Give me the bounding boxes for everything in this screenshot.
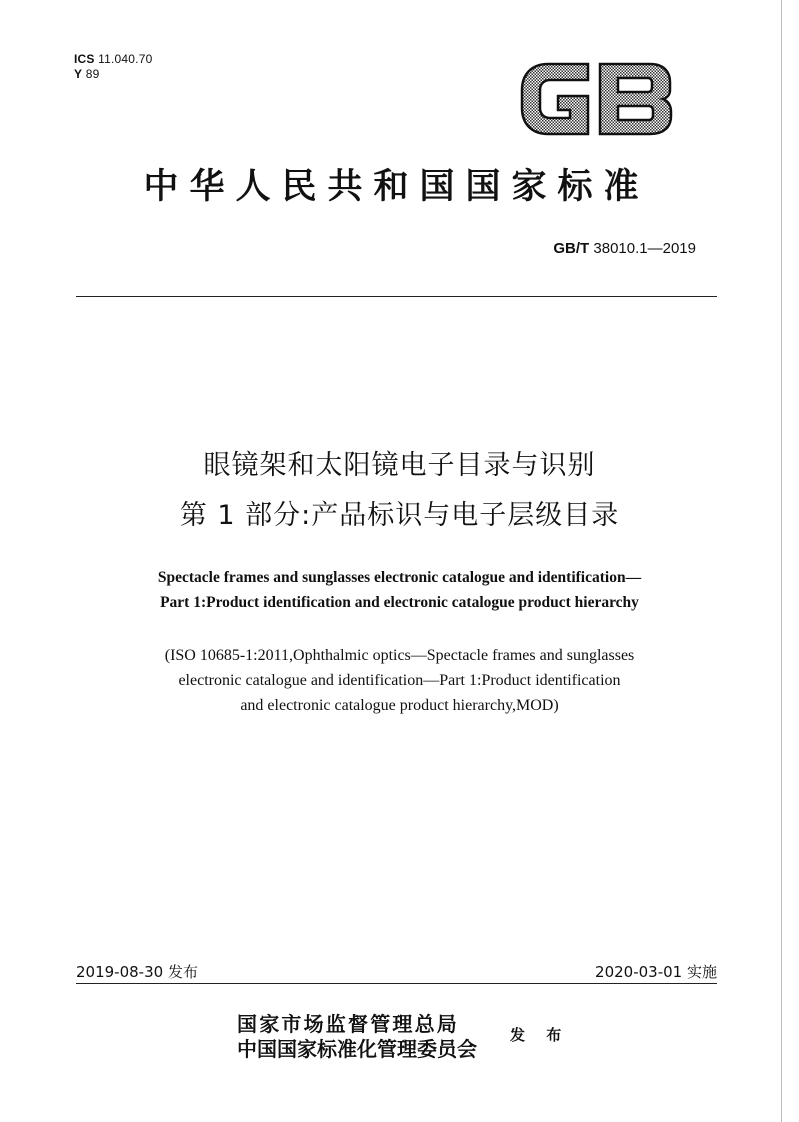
page-edge-line: [781, 0, 782, 1122]
implementation-date: 2020-03-01 实施: [595, 963, 717, 981]
iso-reference-line-2: electronic catalogue and identification—Part 1:Product identification: [178, 672, 621, 689]
ccs-label: Y: [74, 67, 83, 81]
standard-number: [553, 240, 696, 257]
iso-reference-line-1: (ISO 10685-1:2011,Ophthalmic optics—Spectacle frames and sunglasses: [164, 647, 635, 664]
iso-reference-line-3: and electronic catalogue product hierarchy,MOD): [240, 697, 559, 714]
ccs-code: 89: [85, 67, 100, 81]
classification-codes: [74, 52, 152, 82]
ics-code: 11.040.70: [98, 52, 153, 66]
issuer-samr: 国家市场监督管理总局: [237, 1012, 459, 1036]
issuer-sac: 中国国家标准化管理委员会: [237, 1037, 477, 1061]
ics-label: ICS: [74, 52, 95, 66]
gb-logo: [518, 60, 674, 138]
standard-number-value: 38010.1—2019: [593, 240, 696, 257]
chinese-title-line-2: 第 1 部分:产品标识与电子层级目录: [179, 500, 620, 531]
english-title-line-1: Spectacle frames and sunglasses electronic catalogue and identification—: [157, 569, 642, 586]
chinese-title-line-1: 眼镜架和太阳镜电子目录与识别: [203, 450, 596, 481]
publish-label: 发 布: [510, 1026, 570, 1044]
national-standard-title: 中华人民共和国国家标准: [143, 167, 650, 207]
ccs-line: [74, 67, 152, 82]
bottom-divider: [76, 983, 717, 984]
english-title-line-2: Part 1:Product identification and electronic catalogue product hierarchy: [160, 594, 639, 611]
ics-line: [74, 52, 152, 67]
top-divider: [76, 296, 717, 297]
standard-number-prefix: GB/T: [553, 240, 590, 257]
issue-date: 2019-08-30 发布: [76, 963, 198, 981]
